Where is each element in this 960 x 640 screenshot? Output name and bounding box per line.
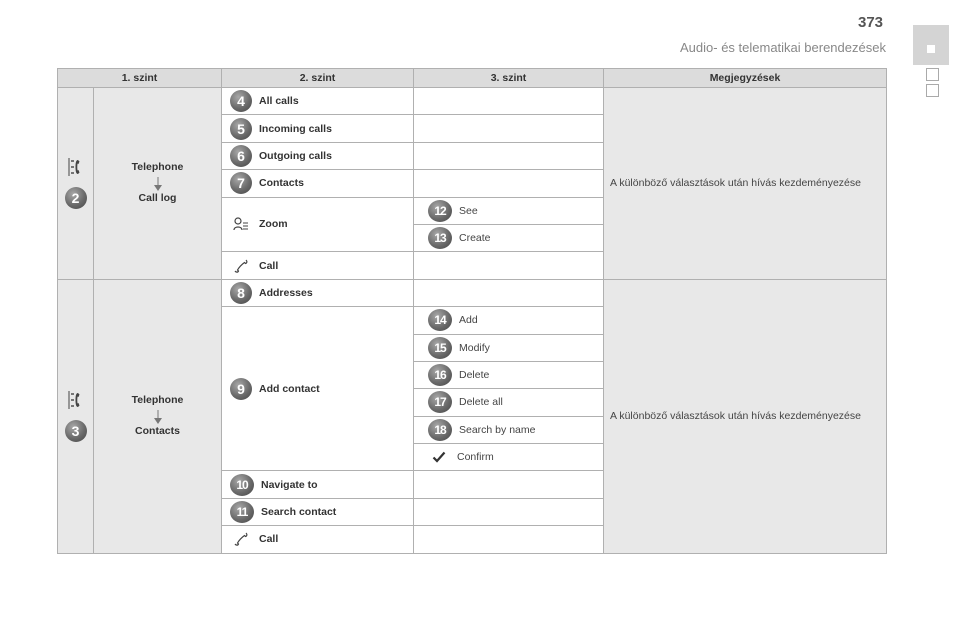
menu-subtitle: Call log	[138, 192, 177, 205]
level1-badge: 3	[65, 420, 87, 442]
level2-item-outgoing-calls[interactable]	[222, 142, 414, 169]
menu-table	[57, 68, 887, 554]
level3-item-delete-all[interactable]	[414, 389, 604, 416]
arrow-down-icon	[153, 410, 163, 424]
level3-item-search-by-name[interactable]	[414, 416, 604, 443]
level3-label: See	[459, 204, 478, 217]
level2-label: Add contact	[259, 382, 320, 395]
level2-label: Contacts	[259, 177, 304, 190]
level3-item-modify[interactable]	[414, 334, 604, 361]
level1-menu-cell	[94, 88, 222, 280]
note-cell: A különböző választások után hívás kezdeményezése	[604, 279, 887, 553]
level2-label: Zoom	[259, 218, 288, 231]
header-level3: 3. szint	[414, 69, 604, 88]
header-level1: 1. szint	[58, 69, 222, 88]
step-badge: 4	[230, 90, 252, 112]
level3-item-add[interactable]	[414, 307, 604, 334]
phone-list-icon	[68, 390, 84, 410]
level3-empty	[414, 526, 604, 553]
level2-label: Addresses	[259, 286, 313, 299]
level3-item-see[interactable]	[414, 197, 604, 224]
level1-badge: 2	[65, 187, 87, 209]
step-badge: 15	[428, 337, 452, 359]
level3-empty	[414, 252, 604, 279]
step-badge: 17	[428, 391, 452, 413]
step-badge: 8	[230, 282, 252, 304]
level3-item-delete[interactable]	[414, 361, 604, 388]
level2-item-navigate-to[interactable]	[222, 471, 414, 498]
handset-icon	[230, 255, 252, 277]
level3-item-confirm[interactable]	[414, 444, 604, 471]
section-tab-box	[926, 68, 939, 81]
level3-empty	[414, 498, 604, 525]
step-badge: 11	[230, 501, 254, 523]
level1-icon-cell	[58, 279, 94, 553]
level2-label: Outgoing calls	[259, 149, 332, 162]
level2-item-addresses[interactable]	[222, 279, 414, 306]
handset-icon	[230, 528, 252, 550]
section-tab	[913, 25, 949, 65]
level3-label: Delete all	[459, 396, 503, 409]
level2-item-all-calls[interactable]	[222, 88, 414, 115]
chapter-title: Audio- és telematikai berendezések	[680, 40, 886, 55]
table-row	[58, 88, 887, 115]
menu-subtitle: Contacts	[135, 425, 180, 438]
level3-empty	[414, 88, 604, 115]
level3-empty	[414, 279, 604, 306]
step-badge: 14	[428, 309, 452, 331]
level2-item-add-contact[interactable]	[222, 307, 414, 471]
phone-list-icon	[68, 157, 84, 177]
level2-item-incoming-calls[interactable]	[222, 115, 414, 142]
page-number: 373	[858, 14, 884, 31]
level3-empty	[414, 471, 604, 498]
level3-empty	[414, 170, 604, 197]
zoom-list-icon	[230, 213, 252, 235]
level3-label: Search by name	[459, 423, 536, 436]
level2-item-zoom[interactable]	[222, 197, 414, 252]
level2-label: Incoming calls	[259, 122, 332, 135]
checkmark-icon	[428, 446, 450, 468]
level2-item-call[interactable]	[222, 252, 414, 279]
level3-empty	[414, 142, 604, 169]
level3-label: Confirm	[457, 451, 494, 464]
header-notes: Megjegyzések	[604, 69, 887, 88]
section-tab-box	[926, 84, 939, 97]
menu-title: Telephone	[131, 394, 184, 407]
level2-label: Call	[259, 259, 279, 272]
level2-label: Navigate to	[261, 478, 318, 491]
level1-menu-cell	[94, 279, 222, 553]
section-tab-marker	[927, 45, 935, 53]
level2-item-contacts[interactable]	[222, 170, 414, 197]
table-header-row	[58, 69, 887, 88]
step-badge: 9	[230, 378, 252, 400]
level2-label: All calls	[259, 95, 299, 108]
level2-label: Search contact	[261, 506, 337, 519]
step-badge: 16	[428, 364, 452, 386]
step-badge: 18	[428, 419, 452, 441]
level3-item-create[interactable]	[414, 224, 604, 251]
level2-item-call[interactable]	[222, 526, 414, 553]
level2-item-search-contact[interactable]	[222, 498, 414, 525]
step-badge: 10	[230, 474, 254, 496]
level3-label: Create	[459, 232, 491, 245]
step-badge: 5	[230, 118, 252, 140]
step-badge: 13	[428, 227, 452, 249]
level3-label: Delete	[459, 369, 490, 382]
level3-label: Add	[459, 314, 478, 327]
level2-label: Call	[259, 533, 279, 546]
step-badge: 7	[230, 172, 252, 194]
level3-label: Modify	[459, 341, 490, 354]
step-badge: 12	[428, 200, 452, 222]
arrow-down-icon	[153, 177, 163, 191]
step-badge: 6	[230, 145, 252, 167]
header-level2: 2. szint	[222, 69, 414, 88]
level3-empty	[414, 115, 604, 142]
level1-icon-cell	[58, 88, 94, 280]
menu-title: Telephone	[131, 161, 184, 174]
table-row	[58, 279, 887, 306]
note-cell: A különböző választások után hívás kezdeményezése	[604, 88, 887, 280]
